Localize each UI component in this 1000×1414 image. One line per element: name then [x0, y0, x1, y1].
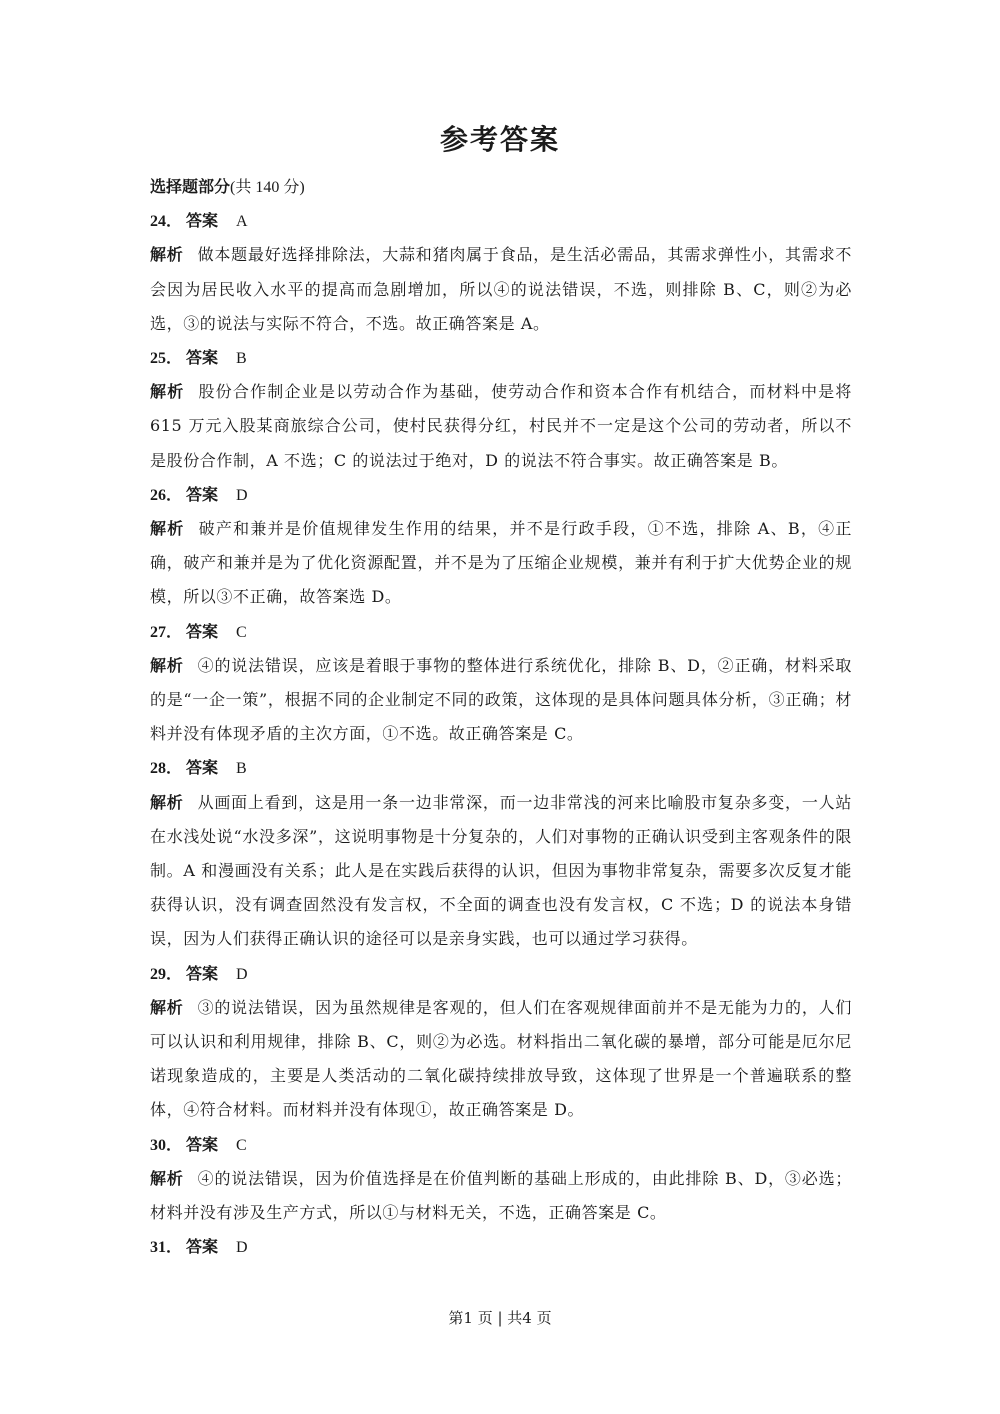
- answer-line: [150, 341, 852, 375]
- question-number: 26．: [150, 486, 183, 504]
- answer-value: D: [236, 486, 248, 504]
- answer-line: [150, 957, 852, 991]
- analysis-paragraph: [150, 991, 852, 1128]
- analysis-label: 解析: [150, 518, 185, 538]
- analysis-text: 从画面上看到，这是用一条一边非常深，而一边非常浅的河来比喻股市复杂多变，一人站在水浅处说“水没多深”，这说明事物是十分复杂的，人们对事物的正确认识受到主客观条件的限制。A 和漫画没有关系；此人是在实践后获得的认识，但因为事物非常复杂，需要多次反复才能获得认识，没有调查固然没有发言权，不全面的调查也没有发言权，C 不选；D 的说法本身错误，因为人们获得正确认识的途径可以是亲身实践，也可以通过学习获得。: [150, 792, 853, 949]
- analysis-text: ③的说法错误，因为虽然规律是客观的，但人们在客观规律面前并不是无能为力的，人们可以认识和利用规律，排除 B、C，则②为必选。材料指出二氧化碳的暴增，部分可能是厄尔尼诺现象造成的，主要是人类活动的二氧化碳持续排放导致，这体现了世界是一个普遍联系的整体，④符合材料。而材料并没有体现①，故正确答案是 D。: [150, 997, 853, 1120]
- analysis-paragraph: [150, 512, 852, 615]
- analysis-label: 解析: [150, 655, 184, 675]
- analysis-text: 破产和兼并是价值规律发生作用的结果，并不是行政手段，①不选，排除 A、B，④正确，破产和兼并是为了优化资源配置，并不是为了压缩企业规模，兼并有利于扩大优势企业的规模，所以③不正确，故答案选 D。: [150, 518, 852, 607]
- answer-label: 答案: [186, 211, 219, 231]
- answer-label: 答案: [186, 484, 219, 504]
- answer-value: B: [236, 349, 247, 367]
- question-number: 31．: [150, 1239, 183, 1257]
- answer-value: C: [236, 623, 247, 641]
- analysis-label: 解析: [150, 997, 184, 1017]
- question-number: 28．: [150, 760, 183, 778]
- answer-value: D: [236, 965, 248, 983]
- answer-label: 答案: [186, 963, 219, 983]
- analysis-paragraph: [150, 1162, 852, 1230]
- answer-line: [150, 751, 852, 785]
- answer-line: [150, 204, 852, 238]
- analysis-paragraph: [150, 238, 852, 341]
- analysis-paragraph: [150, 786, 852, 957]
- section-heading-note: (共 140 分): [230, 179, 305, 196]
- answer-label: 答案: [186, 347, 219, 367]
- answer-line: [150, 1128, 852, 1162]
- page-footer: 第1 页 | 共4 页: [448, 1309, 552, 1327]
- analysis-paragraph: [150, 649, 852, 752]
- answer-value: B: [236, 760, 247, 778]
- answer-list: [150, 204, 852, 1264]
- analysis-label: 解析: [150, 245, 184, 265]
- page-title: 参考答案: [439, 123, 560, 156]
- question-number: 24．: [150, 213, 183, 231]
- answer-content: [150, 170, 852, 1264]
- answer-value: A: [236, 213, 248, 231]
- section-heading: [150, 170, 852, 204]
- answer-value: C: [236, 1136, 247, 1154]
- analysis-text: 股份合作制企业是以劳动合作为基础，使劳动合作和资本合作有机结合，而材料中是将 615 万元入股某商旅综合公司，使村民获得分红，村民并不一定是这个公司的劳动者，所以不是股份合作制，A 不选；C 的说法过于绝对，D 的说法不符合事实。故正确答案是 B。: [150, 382, 852, 470]
- question-number: 25．: [150, 349, 183, 367]
- answer-label: 答案: [186, 1237, 219, 1257]
- section-heading-text: 选择题部分: [150, 177, 231, 196]
- analysis-label: 解析: [150, 382, 185, 402]
- answer-line: [150, 478, 852, 512]
- analysis-text: ④的说法错误，应该是着眼于事物的整体进行系统优化，排除 B、D，②正确，材料采取的是“一企一策”，根据不同的企业制定不同的政策，这体现的是具体问题具体分析，③正确；材料并没有体现矛盾的主次方面，①不选。故正确答案是 C。: [150, 655, 852, 744]
- answer-value: D: [236, 1239, 248, 1257]
- analysis-text: ④的说法错误，因为价值选择是在价值判断的基础上形成的，由此排除 B、D，③必选；材料并没有涉及生产方式，所以①与材料无关，不选，正确答案是 C。: [150, 1168, 852, 1222]
- answer-line: [150, 1230, 852, 1264]
- analysis-label: 解析: [150, 1168, 184, 1188]
- question-number: 30．: [150, 1136, 183, 1154]
- analysis-text: 做本题最好选择排除法，大蒜和猪肉属于食品，是生活必需品，其需求弹性小，其需求不会因为居民收入水平的提高而急剧增加，所以④的说法错误，不选，则排除 B、C，则②为必选，③的说法与实际不符合，不选。故正确答案是 A。: [150, 245, 853, 333]
- question-number: 27．: [150, 623, 183, 641]
- answer-label: 答案: [186, 1134, 219, 1154]
- question-number: 29．: [150, 965, 183, 983]
- analysis-label: 解析: [150, 792, 184, 812]
- answer-line: [150, 615, 852, 649]
- answer-label: 答案: [186, 758, 219, 778]
- answer-label: 答案: [186, 621, 219, 641]
- analysis-paragraph: [150, 375, 852, 478]
